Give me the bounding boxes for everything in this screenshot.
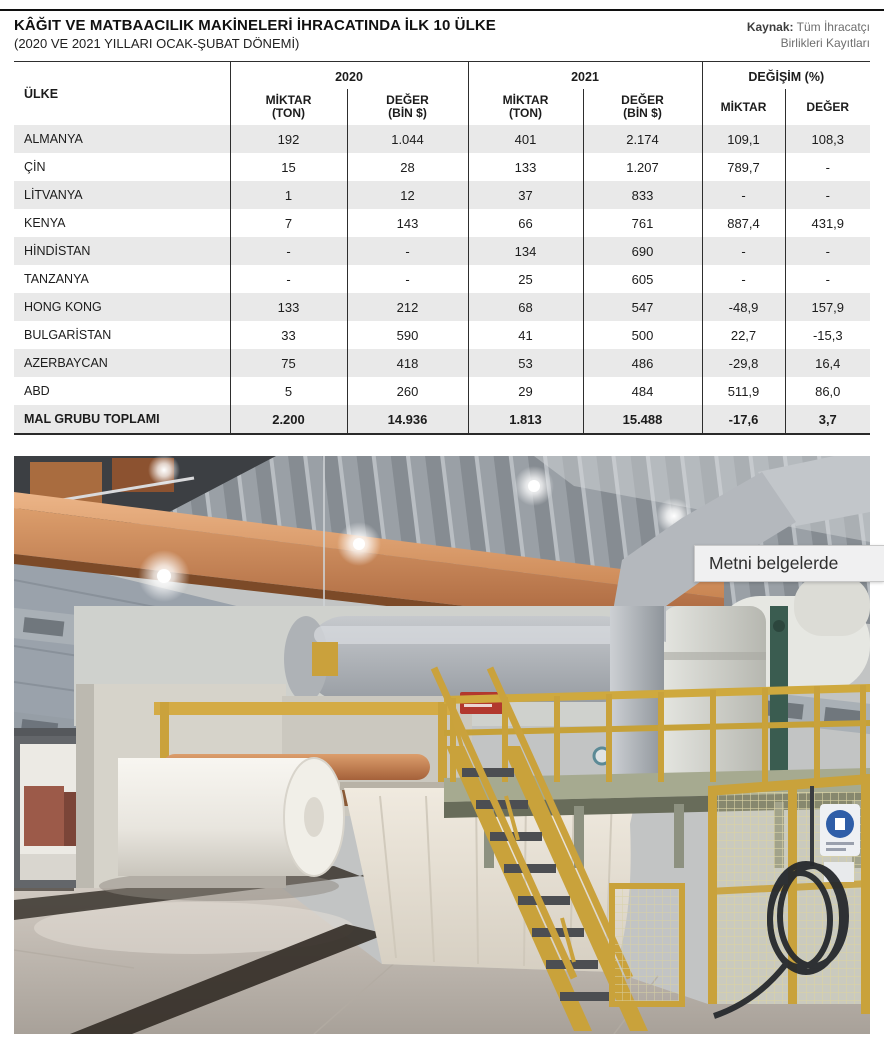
value-cell: - bbox=[347, 265, 468, 293]
country-cell: ÇİN bbox=[24, 160, 46, 174]
column-header-country: ÜLKE bbox=[24, 86, 59, 101]
table-total-row bbox=[14, 405, 870, 434]
value-cell: 2.174 bbox=[583, 125, 702, 153]
value-cell: 133 bbox=[468, 153, 583, 181]
table-row bbox=[14, 377, 870, 405]
search-tooltip[interactable]: Metni belgelerde bbox=[694, 545, 884, 582]
value-cell: 14.936 bbox=[347, 405, 468, 434]
value-cell: 486 bbox=[583, 349, 702, 377]
value-cell: - bbox=[702, 265, 785, 293]
country-cell: HİNDİSTAN bbox=[24, 244, 91, 258]
country-cell: KENYA bbox=[24, 216, 66, 230]
value-cell: 134 bbox=[468, 237, 583, 265]
column-group-change: DEĞİŞİM (%) bbox=[702, 62, 870, 90]
column-group-2021: 2021 bbox=[468, 62, 702, 90]
value-cell: 33 bbox=[230, 321, 347, 349]
value-cell: 22,7 bbox=[702, 321, 785, 349]
country-cell: BULGARİSTAN bbox=[24, 328, 112, 342]
table-row bbox=[14, 153, 870, 181]
country-cell: ABD bbox=[24, 384, 50, 398]
value-cell: 109,1 bbox=[702, 125, 785, 153]
value-cell: 5 bbox=[230, 377, 347, 405]
value-cell: 28 bbox=[347, 153, 468, 181]
value-cell: 789,7 bbox=[702, 153, 785, 181]
source-note bbox=[747, 19, 870, 51]
value-cell: 401 bbox=[468, 125, 583, 153]
factory-photo-illustration bbox=[14, 456, 870, 1034]
value-cell: 833 bbox=[583, 181, 702, 209]
value-cell: 547 bbox=[583, 293, 702, 321]
column-group-2020: 2020 bbox=[230, 62, 468, 90]
header bbox=[14, 17, 870, 52]
table-row bbox=[14, 181, 870, 209]
value-cell: 1.207 bbox=[583, 153, 702, 181]
column-header-change-miktar: MİKTAR bbox=[702, 89, 785, 125]
value-cell: 133 bbox=[230, 293, 347, 321]
table-row bbox=[14, 265, 870, 293]
value-cell: 431,9 bbox=[785, 209, 870, 237]
table-row bbox=[14, 349, 870, 377]
table-body bbox=[14, 125, 870, 434]
table-group-header-row bbox=[14, 62, 870, 90]
value-cell: 15.488 bbox=[583, 405, 702, 434]
table-row bbox=[14, 237, 870, 265]
value-cell: 2.200 bbox=[230, 405, 347, 434]
export-table bbox=[14, 61, 870, 435]
column-header-2020-deger: DEĞER (BİN $) bbox=[347, 89, 468, 125]
value-cell: 484 bbox=[583, 377, 702, 405]
country-cell: HONG KONG bbox=[24, 300, 102, 314]
value-cell: - bbox=[785, 181, 870, 209]
value-cell: 75 bbox=[230, 349, 347, 377]
value-cell: - bbox=[785, 265, 870, 293]
value-cell: 108,3 bbox=[785, 125, 870, 153]
value-cell: 53 bbox=[468, 349, 583, 377]
value-cell: 192 bbox=[230, 125, 347, 153]
table-row bbox=[14, 321, 870, 349]
column-header-2020-miktar: MİKTAR (TON) bbox=[230, 89, 347, 125]
value-cell: 690 bbox=[583, 237, 702, 265]
value-cell: 7 bbox=[230, 209, 347, 237]
value-cell: 1 bbox=[230, 181, 347, 209]
value-cell: 66 bbox=[468, 209, 583, 237]
value-cell: 260 bbox=[347, 377, 468, 405]
value-cell: 887,4 bbox=[702, 209, 785, 237]
value-cell: -15,3 bbox=[785, 321, 870, 349]
value-cell: - bbox=[785, 153, 870, 181]
value-cell: 157,9 bbox=[785, 293, 870, 321]
page bbox=[0, 9, 884, 1034]
value-cell: - bbox=[230, 265, 347, 293]
value-cell: - bbox=[230, 237, 347, 265]
table-header bbox=[14, 62, 870, 126]
value-cell: 212 bbox=[347, 293, 468, 321]
source-label: Kaynak: bbox=[746, 20, 794, 34]
value-cell: 511,9 bbox=[702, 377, 785, 405]
value-cell: 15 bbox=[230, 153, 347, 181]
source-line2: Birlikleri Kayıtları bbox=[780, 36, 870, 50]
value-cell: 1.813 bbox=[468, 405, 583, 434]
value-cell: -17,6 bbox=[702, 405, 785, 434]
column-header-2021-miktar: MİKTAR (TON) bbox=[468, 89, 583, 125]
value-cell: -29,8 bbox=[702, 349, 785, 377]
value-cell: 143 bbox=[347, 209, 468, 237]
title-block bbox=[14, 17, 496, 52]
value-cell: - bbox=[347, 237, 468, 265]
country-cell: TANZANYA bbox=[24, 272, 89, 286]
value-cell: 37 bbox=[468, 181, 583, 209]
table-row bbox=[14, 293, 870, 321]
value-cell: 590 bbox=[347, 321, 468, 349]
value-cell: 29 bbox=[468, 377, 583, 405]
value-cell: -48,9 bbox=[702, 293, 785, 321]
country-cell: AZERBAYCAN bbox=[24, 356, 108, 370]
value-cell: 12 bbox=[347, 181, 468, 209]
total-label-cell: MAL GRUBU TOPLAMI bbox=[24, 412, 160, 426]
value-cell: 41 bbox=[468, 321, 583, 349]
page-subtitle: (2020 VE 2021 YILLARI OCAK-ŞUBAT DÖNEMİ) bbox=[14, 36, 300, 51]
column-header-change-deger: DEĞER bbox=[785, 89, 870, 125]
value-cell: - bbox=[702, 181, 785, 209]
value-cell: 16,4 bbox=[785, 349, 870, 377]
value-cell: 418 bbox=[347, 349, 468, 377]
country-cell: LİTVANYA bbox=[24, 188, 83, 202]
country-cell: ALMANYA bbox=[24, 132, 83, 146]
value-cell: 1.044 bbox=[347, 125, 468, 153]
column-header-2021-deger: DEĞER (BİN $) bbox=[583, 89, 702, 125]
value-cell: 761 bbox=[583, 209, 702, 237]
source-line1 bbox=[747, 19, 870, 35]
source-text1: Tüm İhracatçı bbox=[796, 20, 870, 34]
value-cell: 605 bbox=[583, 265, 702, 293]
value-cell: - bbox=[702, 237, 785, 265]
value-cell: 86,0 bbox=[785, 377, 870, 405]
value-cell: 68 bbox=[468, 293, 583, 321]
value-cell: 500 bbox=[583, 321, 702, 349]
page-title: KÂĞIT VE MATBAACILIK MAKİNELERİ İHRACATINDA İLK 10 ÜLKE bbox=[14, 17, 496, 34]
top-rule bbox=[0, 9, 884, 11]
factory-photo bbox=[14, 456, 870, 1034]
value-cell: 3,7 bbox=[785, 405, 870, 434]
value-cell: - bbox=[785, 237, 870, 265]
value-cell: 25 bbox=[468, 265, 583, 293]
table-row bbox=[14, 125, 870, 153]
table-row bbox=[14, 209, 870, 237]
